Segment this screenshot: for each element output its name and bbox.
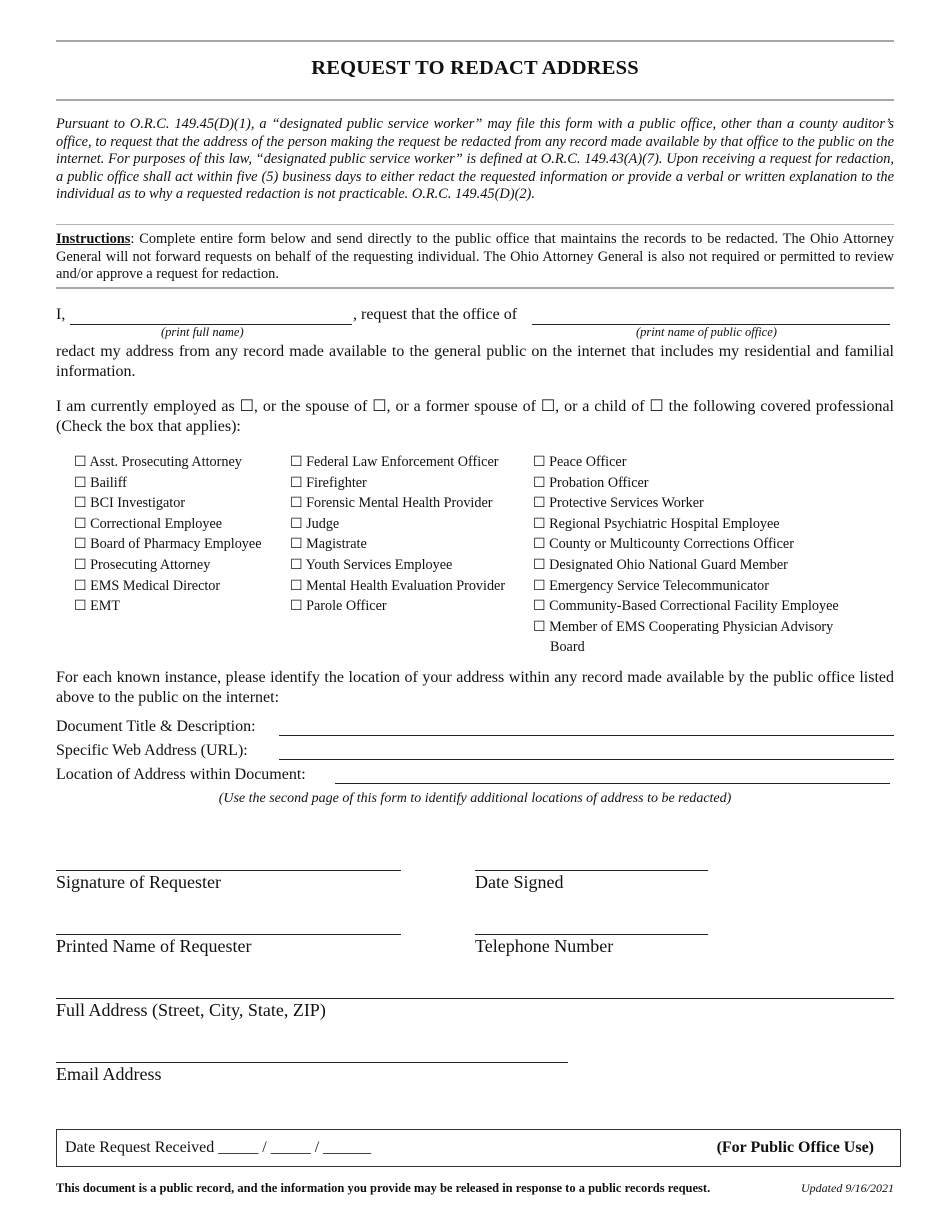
- profession-option[interactable]: [290, 596, 505, 617]
- full-address-label: Full Address (Street, City, State, ZIP): [56, 1000, 326, 1020]
- updated-date: Updated 9/16/2021: [801, 1181, 894, 1195]
- page-title: REQUEST TO REDACT ADDRESS: [311, 57, 639, 79]
- profession-label: Board of Pharmacy Employee: [90, 536, 262, 553]
- checkbox-icon[interactable]: ☐: [533, 495, 546, 512]
- profession-label: Peace Officer: [549, 454, 627, 470]
- checkbox-icon[interactable]: ☐: [290, 556, 303, 573]
- profession-label: EMS Medical Director: [90, 577, 221, 594]
- instructions-label: Instructions: [56, 231, 131, 247]
- profession-option[interactable]: [290, 493, 505, 514]
- address-location-field[interactable]: [335, 783, 890, 784]
- full-address-field[interactable]: [56, 998, 894, 999]
- email-label: Email Address: [56, 1064, 162, 1084]
- email-field[interactable]: [56, 1062, 568, 1063]
- profession-option[interactable]: [74, 452, 262, 473]
- date-signed-field[interactable]: [475, 870, 708, 871]
- profession-option[interactable]: [74, 493, 262, 514]
- employment-statement: I am currently employed as ☐, or the spouse of ☐, or a former spouse of ☐, or a child of ☐ the following covered professional (Check the box that applies):: [56, 398, 894, 435]
- profession-label: Magistrate: [306, 536, 367, 553]
- profession-label: Firefighter: [306, 474, 367, 491]
- profession-option[interactable]: [74, 596, 262, 617]
- checkbox-icon[interactable]: ☐: [290, 495, 303, 512]
- checkbox-icon[interactable]: ☐: [533, 536, 546, 553]
- profession-label: Member of EMS Cooperating Physician Advisory Board: [549, 618, 834, 656]
- top-rule: [56, 40, 894, 42]
- checkbox-icon[interactable]: ☐: [74, 577, 87, 594]
- signature-field[interactable]: [56, 870, 401, 871]
- request-continuation: redact my address from any record made available to the general public on the internet that includes my residential and familial information.: [56, 343, 894, 380]
- checkbox-icon[interactable]: ☐: [290, 598, 303, 615]
- intro-paragraph: Pursuant to O.R.C. 149.45(D)(1), a “designated public service worker” may file this form with a public office, other than a county auditor’s office, to request that the address of the person making the request be redacted from any record made available by that office to the public on the internet. For purposes of this law, “designated public service worker” is defined at O.R.C. 149.43(A)(7). Upon receiving a request for redaction, a public office shall act within five (5) business days to either redact the requested information or provide a verbal or written explanation to the individual as to why a requested redaction is not practicable. O.R.C. 149.45(D)(2).: [56, 116, 894, 203]
- public-office-caption: (print name of public office): [636, 325, 777, 339]
- profession-option[interactable]: [74, 473, 262, 494]
- profession-label: Judge: [306, 515, 340, 532]
- instructions: [56, 231, 894, 284]
- checkbox-icon[interactable]: ☐: [290, 515, 303, 532]
- checkbox-icon[interactable]: ☐: [533, 577, 546, 594]
- profession-option[interactable]: [290, 514, 505, 535]
- date-received-field[interactable]: Date Request Received _____ / _____ / ______: [65, 1139, 372, 1156]
- title-rule: [56, 99, 894, 101]
- request-middle: , request that the office of: [353, 306, 518, 323]
- checkbox-icon[interactable]: ☐: [74, 598, 87, 615]
- signature-label: Signature of Requester: [56, 872, 221, 892]
- profession-option[interactable]: [290, 534, 505, 555]
- url-label: Specific Web Address (URL):: [56, 742, 248, 759]
- printed-name-field[interactable]: [56, 934, 401, 935]
- document-title-label: Document Title & Description:: [56, 718, 256, 735]
- profession-label: Federal Law Enforcement Officer: [306, 454, 499, 470]
- profession-option[interactable]: [290, 576, 505, 597]
- profession-option[interactable]: [74, 534, 262, 555]
- document-title-field[interactable]: [279, 735, 894, 736]
- checkbox-icon[interactable]: ☐: [290, 454, 303, 470]
- public-office-use-box: [56, 1129, 901, 1167]
- second-page-note: (Use the second page of this form to identify additional locations of address to be redacted): [218, 791, 732, 806]
- profession-label: Forensic Mental Health Provider: [306, 495, 493, 512]
- checkbox-icon[interactable]: ☐: [290, 536, 303, 553]
- profession-column-3: [533, 452, 870, 658]
- profession-label: EMT: [90, 598, 121, 615]
- profession-label: Probation Officer: [549, 474, 649, 491]
- checkbox-icon[interactable]: ☐: [533, 454, 546, 470]
- profession-label: Asst. Prosecuting Attorney: [89, 454, 242, 470]
- printed-name-label: Printed Name of Requester: [56, 936, 252, 956]
- profession-option[interactable]: [74, 576, 262, 597]
- profession-option[interactable]: [533, 617, 870, 658]
- profession-label: County or Multicounty Corrections Officer: [549, 536, 794, 553]
- profession-option[interactable]: [533, 493, 870, 514]
- profession-option[interactable]: [533, 534, 870, 555]
- profession-option[interactable]: [533, 473, 870, 494]
- profession-column-2: [290, 452, 505, 617]
- profession-column-1: [74, 452, 262, 617]
- public-office-use-label: (For Public Office Use): [716, 1139, 874, 1156]
- checkbox-icon[interactable]: ☐: [533, 618, 546, 635]
- public-record-notice: This document is a public record, and the information you provide may be released in response to a public records request.: [56, 1181, 711, 1195]
- profession-option[interactable]: [533, 596, 870, 617]
- profession-option[interactable]: [533, 555, 870, 576]
- checkbox-icon[interactable]: ☐: [74, 495, 87, 512]
- checkbox-icon[interactable]: ☐: [74, 474, 87, 491]
- checkbox-icon[interactable]: ☐: [533, 474, 546, 491]
- checkbox-icon[interactable]: ☐: [74, 454, 87, 470]
- profession-label: Parole Officer: [306, 598, 387, 615]
- profession-label: Designated Ohio National Guard Member: [549, 556, 788, 573]
- profession-label: Community-Based Correctional Facility Employee: [549, 598, 839, 615]
- profession-label: BCI Investigator: [90, 495, 186, 512]
- profession-option[interactable]: [290, 452, 505, 473]
- checkbox-icon[interactable]: ☐: [74, 556, 87, 573]
- request-prefix: I,: [56, 306, 66, 323]
- profession-option[interactable]: [290, 555, 505, 576]
- telephone-label: Telephone Number: [475, 936, 614, 956]
- checkbox-icon[interactable]: ☐: [290, 577, 303, 594]
- checkbox-icon[interactable]: ☐: [533, 598, 546, 615]
- profession-option[interactable]: [290, 473, 505, 494]
- profession-label: Prosecuting Attorney: [90, 556, 211, 573]
- profession-option[interactable]: [533, 452, 870, 473]
- checkbox-icon[interactable]: ☐: [533, 515, 546, 532]
- profession-label: Bailiff: [90, 474, 127, 491]
- intro-rule: [56, 224, 894, 225]
- instructions-text: : Complete entire form below and send directly to the public office that maintains the records to be redacted. The Ohio Attorney General will not forward requests on behalf of the requesting individual. The Ohio Attorney General is also not required or permitted to review and/or approve a request for redaction.: [56, 231, 894, 283]
- profession-label: Youth Services Employee: [305, 556, 453, 573]
- checkbox-icon[interactable]: ☐: [74, 515, 87, 532]
- profession-label: Regional Psychiatric Hospital Employee: [549, 515, 780, 532]
- profession-label: Protective Services Worker: [549, 495, 704, 512]
- profession-option[interactable]: [533, 514, 870, 535]
- profession-option[interactable]: [533, 576, 870, 597]
- checkbox-icon[interactable]: ☐: [74, 536, 87, 553]
- date-signed-label: Date Signed: [475, 872, 564, 892]
- profession-label: Mental Health Evaluation Provider: [306, 577, 506, 594]
- profession-label: Correctional Employee: [90, 515, 223, 532]
- location-intro: For each known instance, please identify the location of your address within any record made available by the public office listed above to the public on the internet:: [56, 669, 894, 706]
- checkbox-icon[interactable]: ☐: [533, 556, 546, 573]
- telephone-field[interactable]: [475, 934, 708, 935]
- checkbox-icon[interactable]: ☐: [290, 474, 303, 491]
- address-location-label: Location of Address within Document:: [56, 766, 306, 783]
- url-field[interactable]: [279, 759, 894, 760]
- profession-label: Emergency Service Telecommunicator: [549, 577, 769, 594]
- footer: [56, 1181, 894, 1196]
- profession-option[interactable]: [74, 514, 262, 535]
- full-name-caption: (print full name): [161, 325, 244, 339]
- profession-option[interactable]: [74, 555, 262, 576]
- instructions-rule: [56, 287, 894, 289]
